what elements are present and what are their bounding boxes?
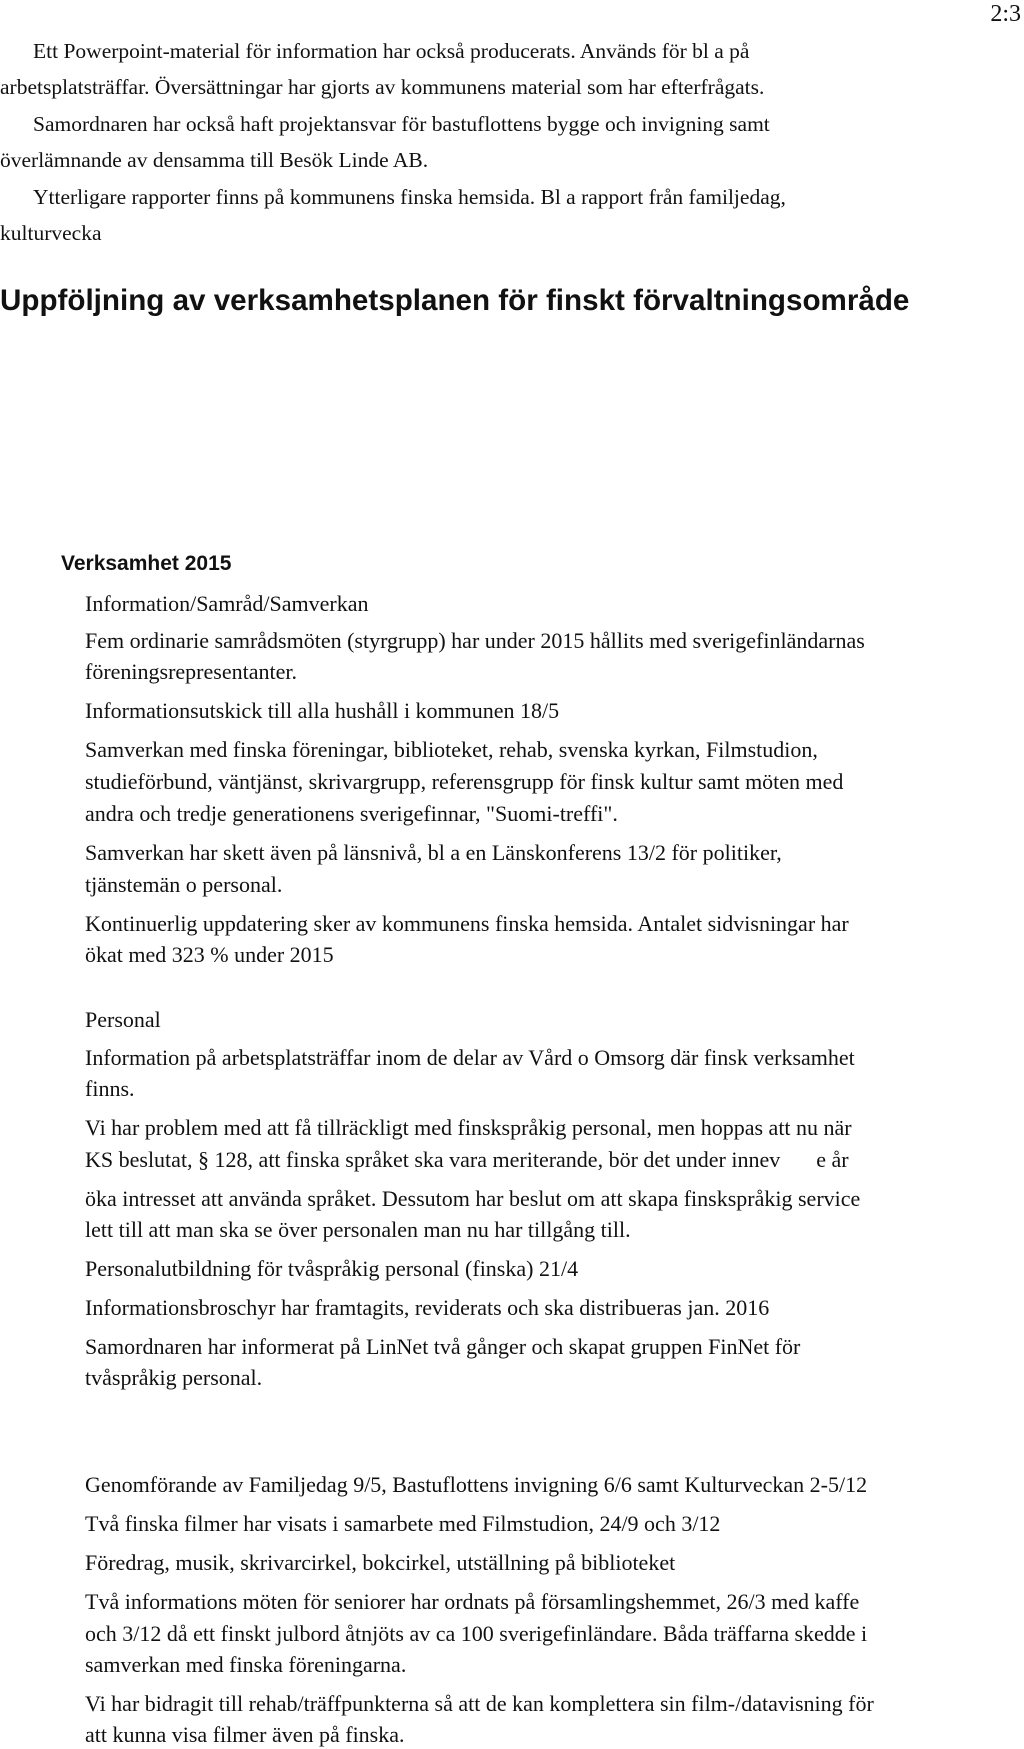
body-line-part: e år (816, 1147, 849, 1172)
intro-line: arbetsplatsträffar. Översättningar har gjorts av kommunens material som har efterfrågats. (0, 75, 765, 99)
intro-line: kulturvecka (0, 221, 102, 245)
intro-line: Ytterligare rapporter finns på kommunens finska hemsida. Bl a rapport från familjedag, (33, 185, 786, 209)
body-line: Genomförande av Familjedag 9/5, Bastuflottens invigning 6/6 samt Kulturveckan 2-5/12 (85, 1472, 868, 1497)
body-line: Personalutbildning för tvåspråkig personal (finska) 21/4 (85, 1256, 579, 1281)
body-line: Samordnaren har informerat på LinNet två gånger och skapat gruppen FinNet för (85, 1334, 801, 1359)
body-line: tvåspråkig personal. (85, 1365, 263, 1390)
subheading-information: Information/Samråd/Samverkan (85, 591, 369, 616)
intro-line: Samordnaren har också haft projektansvar för bastuflottens bygge och invigning samt (33, 112, 770, 136)
body-line: Två finska filmer har visats i samarbete med Filmstudion, 24/9 och 3/12 (85, 1511, 721, 1536)
body-line: Information på arbetsplatsträffar inom de delar av Vård o Omsorg där finsk verksamhet (85, 1045, 855, 1070)
body-line: Informationsbroschyr har framtagits, reviderats och ska distribueras jan. 2016 (85, 1295, 770, 1320)
body-line: att kunna visa filmer även på finska. (85, 1722, 405, 1747)
body-line: Fem ordinarie samrådsmöten (styrgrupp) har under 2015 hållits med sverigefinländarnas (85, 628, 865, 653)
body-line: Samverkan har skett även på länsnivå, bl a en Länskonferens 13/2 för politiker, (85, 840, 782, 865)
section-title: Verksamhet 2015 (61, 552, 232, 575)
body-line: tjänstemän o personal. (85, 872, 283, 897)
body-line: Vi har problem med att få tillräckligt med finskspråkig personal, men hoppas att nu när (85, 1115, 852, 1140)
body-line: studieförbund, väntjänst, skrivargrupp, referensgrupp för finsk kultur samt möten med (85, 769, 844, 794)
body-line: andra och tredje generationens sverigefinnar, "Suomi-treffi". (85, 801, 618, 826)
body-line: lett till att man ska se över personalen man nu har tillgång till. (85, 1217, 631, 1242)
body-line: öka intresset att använda språket. Dessutom har beslut om att skapa finskspråkig service (85, 1186, 861, 1211)
body-line: Två informations möten för seniorer har ordnats på församlingshemmet, 26/3 med kaffe (85, 1589, 860, 1614)
intro-line: Ett Powerpoint-material för information har också producerats. Används för bl a på (33, 39, 750, 63)
body-line: och 3/12 då ett finskt julbord åtnjöts av ca 100 sverigefinländare. Båda träffarna skedde i (85, 1621, 868, 1646)
body-line: Vi har bidragit till rehab/träffpunkterna så att de kan komplettera sin film-/datavisning för (85, 1691, 874, 1716)
body-line: ökat med 323 % under 2015 (85, 942, 334, 967)
body-line (85, 1146, 849, 1174)
subheading-personal: Personal (85, 1007, 161, 1032)
page-number: 2:3 (990, 1, 1021, 27)
body-line-part: KS beslutat, § 128, att finska språket ska vara meriterande, bör det under innev (85, 1147, 781, 1172)
intro-line: överlämnande av densamma till Besök Linde AB. (0, 148, 429, 172)
body-line: Informationsutskick till alla hushåll i kommunen 18/5 (85, 698, 560, 723)
report-heading: Uppföljning av verksamhetsplanen för finskt förvaltningsområde (0, 284, 910, 317)
body-line: finns. (85, 1076, 135, 1101)
body-line: Föredrag, musik, skrivarcirkel, bokcirkel, utställning på biblioteket (85, 1550, 676, 1575)
body-line: samverkan med finska föreningarna. (85, 1652, 407, 1677)
body-line: föreningsrepresentanter. (85, 659, 297, 684)
body-line: Samverkan med finska föreningar, biblioteket, rehab, svenska kyrkan, Filmstudion, (85, 737, 818, 762)
body-line: Kontinuerlig uppdatering sker av kommunens finska hemsida. Antalet sidvisningar har (85, 911, 849, 936)
